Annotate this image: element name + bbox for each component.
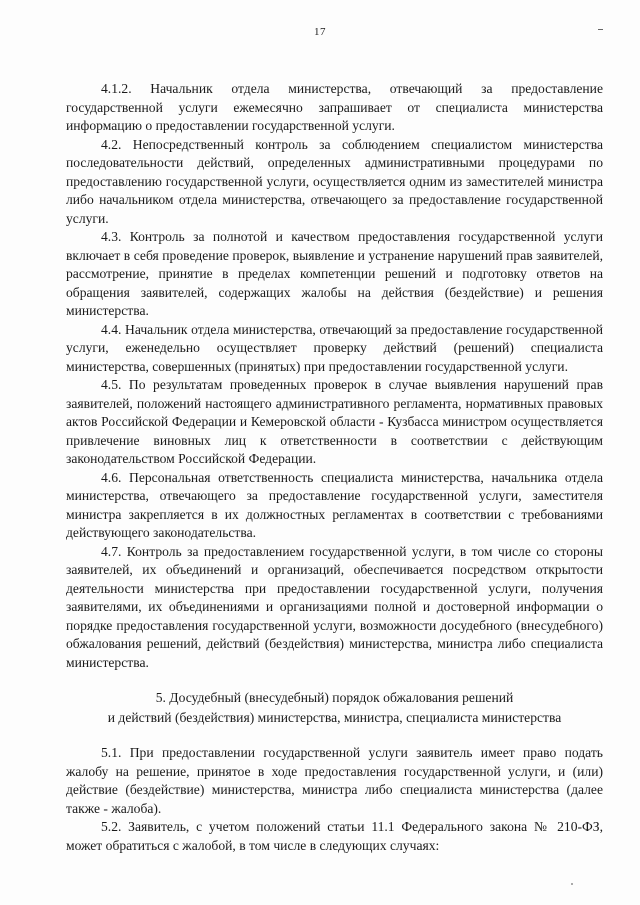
section-5-heading bbox=[66, 688, 603, 728]
paragraph-4-1-2: 4.1.2. Начальник отдела министерства, отвечающий за предоставление государственной услуги ежемесячно запрашивает от специалиста министерства информацию о предоставлении государственной услуги. bbox=[66, 81, 603, 133]
paragraph-5-2: 5.2. Заявитель, с учетом положений статьи 11.1 Федерального закона № 210-ФЗ, может обратиться с жалобой, в том числе в следующих случаях: bbox=[66, 819, 603, 853]
section-5-heading-line-1: 5. Досудебный (внесудебный) порядок обжалования решений bbox=[155, 690, 514, 705]
paragraph-4-4: 4.4. Начальник отдела министерства, отвечающий за предоставление государственной услуги, еженедельно осуществляет проверку действий (решений) специалиста министерства, совершенных (принятых) при предоставлении государственной услуги. bbox=[66, 321, 603, 374]
paragraph-4-3: 4.3. Контроль за полнотой и качеством предоставления государственной услуги включает в себя проведение проверок, выявление и устранение нарушений прав заявителей, рассмотрение, принятие в пределах компетенции решений и подготовку ответов на обращения заявителей, содержащих жалобы на действия (бездействие) и решения министерства. bbox=[66, 229, 603, 318]
document-body bbox=[66, 80, 603, 855]
paragraph-4-7: 4.7. Контроль за предоставлением государственной услуги, в том числе со стороны заявителей, их объединений и организаций, обеспечивается посредством открытости деятельности министерства при предоставлении государственной услуги, получения заявителями, их объединениями и организациями полной и достоверной информации о порядке предоставления государственной услуги, возможности досудебного (внесудебного) обжалования решений, действий (бездействия) министерства, министра либо специалиста министерства. bbox=[66, 543, 603, 670]
paragraph-4-6: 4.6. Персональная ответственность специалиста министерства, начальника отдела министерства, отвечающего за предоставление государственной услуги, заместителя министра закрепляется в их должностных регламентах в соответствии с требованиями действующего законодательства. bbox=[66, 469, 603, 540]
paragraph-5-1: 5.1. При предоставлении государственной услуги заявитель имеет право подать жалобу на решение, принятое в ходе предоставления государственной услуги, и (или) действие (бездействие) министерства, министра либо специалиста министерства (далее также - жалоба). bbox=[66, 745, 603, 816]
scan-speck bbox=[571, 883, 573, 885]
scan-mark bbox=[598, 29, 603, 30]
paragraph-4-2: 4.2. Непосредственный контроль за соблюдением специалистом министерства последовательности действий, определенных административными процедурами по предоставлению государственной услуги, осуществляется одним из заместителей министра либо начальником отдела министерства, отвечающего за предоставление государственной услуги. bbox=[66, 136, 603, 226]
section-5-heading-line-2: и действий (бездействия) министерства, министра, специалиста министерства bbox=[107, 710, 562, 725]
paragraph-4-5: 4.5. По результатам проведенных проверок в случае выявления нарушений прав заявителей, положений настоящего административного регламента, нормативных правовых актов Российской Федерации и Кемеровской области - Кузбасса министром осуществляется привлечение виновных лиц к ответственности в соответствии с действующим законодательством Российской Федерации. bbox=[66, 377, 603, 466]
page-number: 17 bbox=[314, 26, 326, 38]
